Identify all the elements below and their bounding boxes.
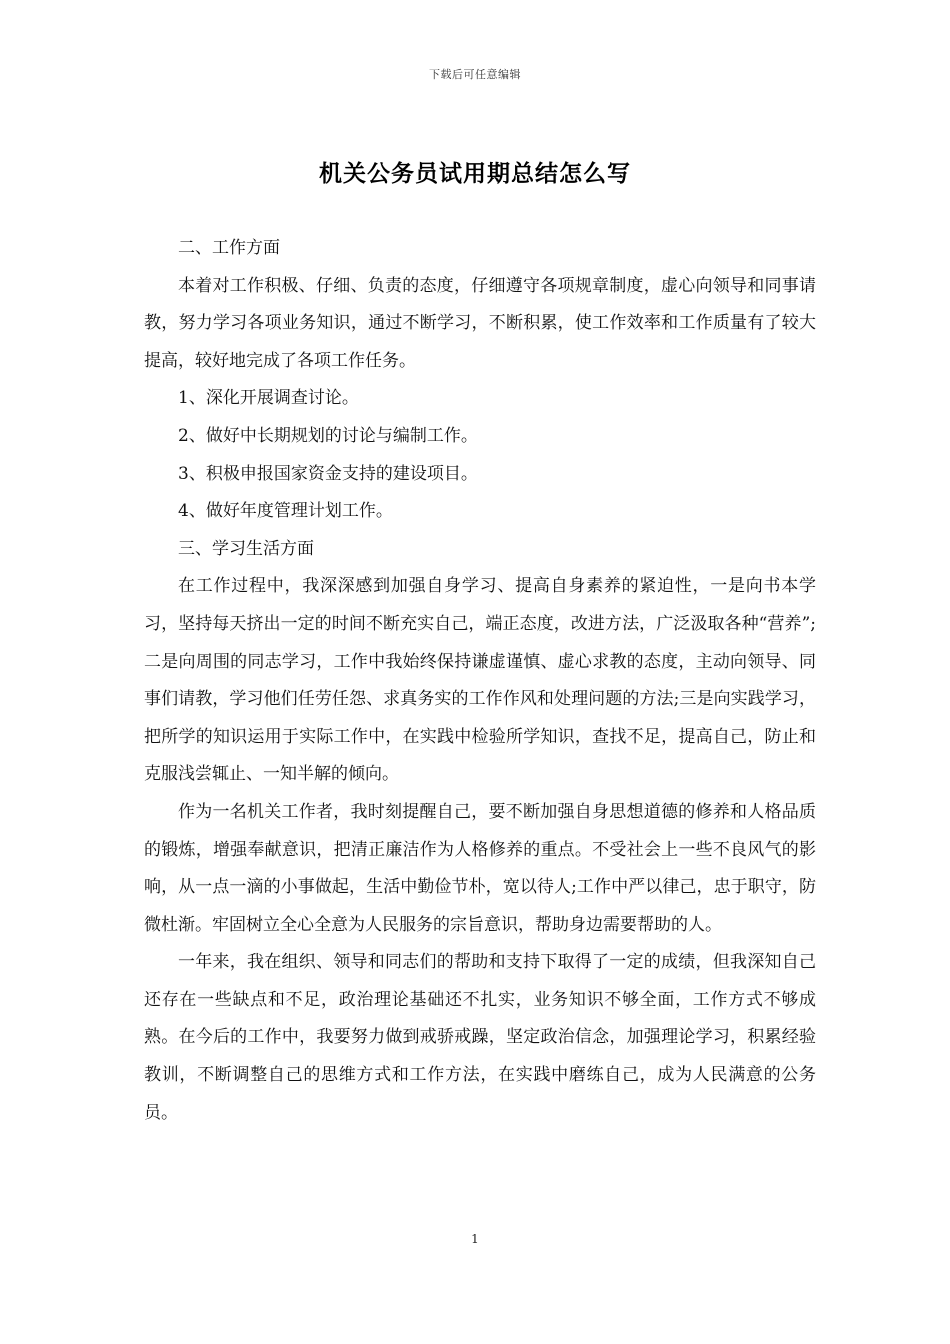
list-item-4: 4、做好年度管理计划工作。: [178, 501, 393, 522]
paragraph-work-attitude: 本着对工作积极、仔细、负责的态度，仔细遵守各项规章制度，虚心向领导和同事请教，努力学习各项业务知识，通过不断学习，不断积累，使工作效率和工作质量有了较大提高，较好地完成了各项工作任务。: [144, 275, 816, 371]
page-header-note: 下载后可任意编辑: [429, 68, 521, 81]
document-body: [144, 230, 816, 1132]
list-item-1: 1、深化开展调查讨论。: [178, 388, 359, 409]
section-heading-study-life: 三、学习生活方面: [178, 538, 314, 559]
document-title: 机关公务员试用期总结怎么写: [319, 160, 631, 187]
list-item-3: 3、积极申报国家资金支持的建设项目。: [178, 463, 478, 484]
paragraph-ethics: 作为一名机关工作者，我时刻提醒自己，要不断加强自身思想道德的修养和人格品质的锻炼，增强奉献意识，把清正廉洁作为人格修养的重点。不受社会上一些不良风气的影响，从一点一滴的小事做起，生活中勤俭节朴，宽以待人;工作中严以律己，忠于职守，防微杜渐。牢固树立全心全意为人民服务的宗旨意识，帮助身边需要帮助的人。: [144, 801, 816, 935]
list-item-2: 2、做好中长期规划的讨论与编制工作。: [178, 425, 478, 446]
section-heading-work: 二、工作方面: [178, 238, 280, 258]
paragraph-study: 在工作过程中，我深深感到加强自身学习、提高自身素养的紧迫性，一是向书本学习，坚持每天挤出一定的时间不断充实自己，端正态度，改进方法，广泛汲取各种“营养”;二是向周围的同志学习，工作中我始终保持谦虚谨慎、虚心求教的态度，主动向领导、同事们请教，学习他们任劳任怨、求真务实的工作作风和处理问题的方法;三是向实践学习，把所学的知识运用于实际工作中，在实践中检验所学知识，查找不足，提高自己，防止和克服浅尝辄止、一知半解的倾向。: [144, 576, 816, 785]
page-number: 1: [471, 1232, 479, 1246]
paragraph-conclusion: 一年来，我在组织、领导和同志们的帮助和支持下取得了一定的成绩，但我深知自己还存在一些缺点和不足，政治理论基础还不扎实，业务知识不够全面，工作方式不够成熟。在今后的工作中，我要努力做到戒骄戒躁，坚定政治信念，加强理论学习，积累经验教训，不断调整自己的思维方式和工作方法，在实践中磨练自己，成为人民满意的公务员。: [144, 952, 816, 1123]
